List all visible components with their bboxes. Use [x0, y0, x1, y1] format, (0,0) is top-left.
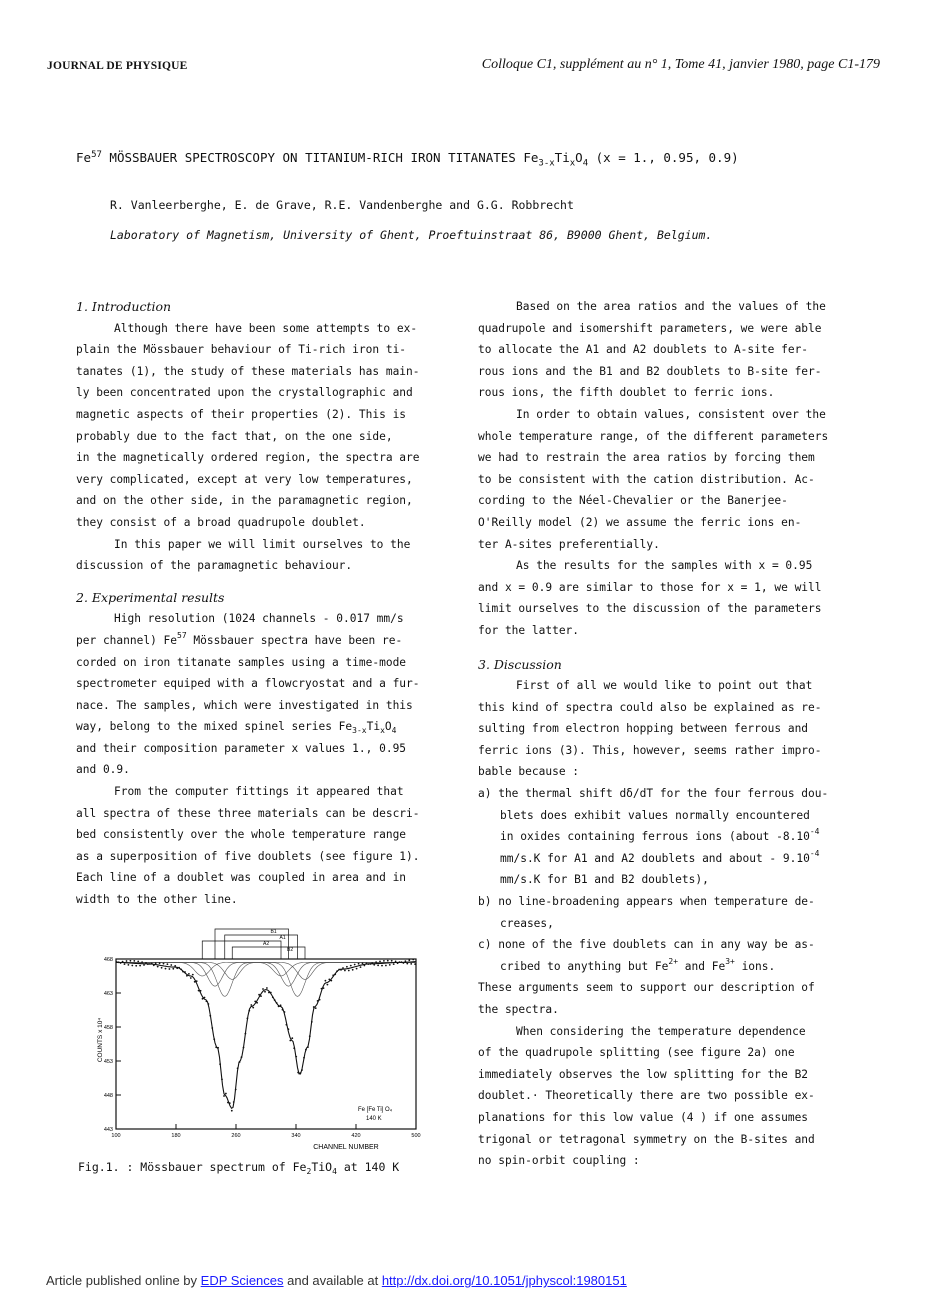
data-point: [194, 981, 196, 983]
data-point: [213, 1038, 215, 1040]
data-point: [406, 963, 408, 965]
text-line: bed consistently over the whole temperature range: [76, 828, 407, 842]
text-line: to be consistent with the cation distribution. Ac-: [478, 472, 815, 486]
data-point: [145, 962, 147, 964]
data-point: [262, 988, 264, 990]
y-axis-label: COUNTS x 10⁴: [97, 1017, 104, 1063]
data-point: [243, 1047, 245, 1049]
plot-frame: [116, 959, 416, 1129]
data-point: [128, 964, 130, 966]
samples-paragraph: [478, 555, 858, 641]
data-point: [126, 960, 128, 962]
data-point: [358, 963, 360, 965]
data-point: [219, 1063, 221, 1065]
data-point: [161, 967, 163, 969]
text-line: sulting from electron hopping between ferrous and: [478, 722, 809, 736]
data-point: [332, 974, 334, 976]
text-line: they consist of a broad quadrupole doublet.: [76, 515, 366, 529]
data-point: [414, 963, 416, 965]
data-point: [305, 1049, 307, 1051]
text-line: These arguments seem to support our description of: [478, 981, 815, 995]
data-point: [165, 968, 167, 970]
data-point: [141, 961, 143, 963]
text-line: and on the other side, in the paramagnetic region,: [76, 494, 413, 508]
text-line: In this paper we will limit ourselves to the: [114, 537, 411, 551]
text-line: Based on the area ratios and the values of the: [516, 300, 826, 313]
data-point: [375, 961, 377, 963]
data-point: [256, 1002, 258, 1004]
y-tick-label: 443: [103, 1127, 113, 1133]
consistency-paragraph: [478, 404, 858, 555]
data-point: [260, 995, 262, 997]
text-line: and 0.9.: [76, 763, 130, 777]
doublet-bracket: [232, 947, 305, 959]
text-line: bable because :: [478, 765, 580, 779]
data-point: [340, 969, 342, 971]
text-line: mm/s.K for B1 and B2 doublets),: [500, 873, 709, 887]
data-point: [284, 1011, 286, 1013]
section-heading-experimental: 2. Experimental results: [76, 589, 225, 605]
data-point: [301, 1069, 303, 1071]
text-line: O'Reilly model (2) we assume the ferric ions en-: [478, 515, 802, 529]
data-point: [239, 1061, 241, 1063]
text-line: and x = 0.9 are similar to those for x = 1, we will: [478, 580, 822, 594]
doublet-bracket: [215, 929, 289, 959]
data-point: [327, 984, 329, 986]
figure-1-mossbauer-spectrum: [96, 925, 436, 1155]
data-point: [149, 963, 151, 965]
data-point: [401, 961, 403, 963]
data-point: [227, 1102, 229, 1104]
data-point: [237, 1067, 239, 1069]
text-line: cribed to anything but $Fe^{2+}$ and $Fe^{3+}$ ions.: [500, 956, 776, 973]
data-point: [124, 963, 126, 965]
data-point: [379, 961, 381, 963]
data-point: [412, 959, 414, 961]
data-point: [202, 998, 204, 1000]
data-point: [288, 1028, 290, 1030]
y-tick-label: 468: [103, 957, 113, 963]
data-point: [184, 971, 186, 973]
data-point: [264, 991, 266, 993]
argument-list: [478, 783, 858, 977]
data-point: [118, 961, 120, 963]
data-point: [330, 980, 332, 982]
data-point: [247, 1018, 249, 1020]
text-line: nace. The samples, which were investigated in this: [76, 698, 413, 712]
list-item-b: b) no line-broadening appears when temperature de-: [478, 895, 815, 909]
data-point: [159, 962, 161, 964]
data-point: [258, 994, 260, 996]
data-point: [342, 967, 344, 969]
affiliation: Laboratory of Magnetism, University of Ghent, Proeftuinstraat 86, B9000 Ghent, Belgium.: [110, 228, 713, 242]
text-line: width to the other line.: [76, 893, 238, 907]
data-point: [366, 963, 368, 965]
text-line: rous ions, the fifth doublet to ferric ions.: [478, 386, 775, 400]
data-point: [338, 969, 340, 971]
data-point: [235, 1089, 237, 1091]
data-point: [229, 1102, 231, 1104]
data-point: [344, 970, 346, 972]
text-line: immediately observes the low splitting for the B2: [478, 1067, 809, 1081]
text-line: and their composition parameter x values 1., 0.95: [76, 741, 407, 755]
data-point: [383, 960, 385, 962]
data-point: [274, 999, 276, 1001]
data-point: [297, 1072, 299, 1074]
text-line: blets does exhibit values normally encountered: [500, 808, 810, 822]
text-line: magnetic aspects of their properties (2). This is: [76, 407, 407, 421]
data-point: [405, 960, 407, 962]
data-point: [272, 996, 274, 998]
x-tick-label: 420: [351, 1133, 361, 1139]
data-point: [403, 962, 405, 964]
data-point: [122, 961, 124, 963]
fitted-envelope-line: [116, 962, 416, 1109]
data-point: [130, 960, 132, 962]
list-item-c: c) none of the five doublets can in any way be as-: [478, 938, 815, 952]
footer-note: Article published online by EDP Sciences and available at http://dx.doi.org/10.1051/jphyscol:1980151: [46, 1273, 627, 1288]
data-point: [120, 962, 122, 964]
data-point: [198, 990, 200, 992]
data-point: [295, 1056, 297, 1058]
text-line: all spectra of these three materials can be descri-: [76, 806, 420, 820]
doublet-label: B2: [287, 947, 294, 953]
data-point: [395, 961, 397, 963]
data-point: [385, 965, 387, 967]
text-line: From the computer fittings it appeared that: [114, 785, 404, 799]
data-point: [291, 1037, 293, 1039]
data-point: [334, 973, 336, 975]
data-point: [270, 992, 272, 994]
data-point: [225, 1093, 227, 1095]
text-line: rous ions and the B1 and B2 doublets to B-site fer-: [478, 364, 822, 378]
data-point: [245, 1033, 247, 1035]
text-line: probably due to the fact that, on the one side,: [76, 429, 393, 443]
experimental-paragraph-2: [76, 781, 446, 911]
data-point: [282, 1009, 284, 1011]
data-point: [188, 973, 190, 975]
data-point: [289, 1040, 291, 1042]
y-axis-ticks: [104, 957, 121, 1133]
text-line: per channel) Fe$^{57}$ Mössbauer spectra have been re-: [76, 630, 403, 647]
sample-formula-annotation: Fe [Fe Ti] O₄: [358, 1107, 393, 1113]
data-point: [217, 1047, 219, 1049]
text-line: ter A-sites preferentially.: [478, 537, 660, 551]
data-point: [139, 965, 141, 967]
journal-name: JOURNAL DE PHYSIQUE: [47, 60, 188, 72]
data-point: [286, 1024, 288, 1026]
data-point: [157, 966, 159, 968]
data-point: [391, 960, 393, 962]
doi-link[interactable]: http://dx.doi.org/10.1051/jphyscol:1980151: [381, 1273, 627, 1288]
text-line: way, belong to the mixed spinel series $Fe_{3-x}Ti_xO_4$: [76, 720, 397, 736]
data-point: [268, 992, 270, 994]
data-point: [278, 1006, 280, 1008]
x-tick-label: 180: [171, 1133, 181, 1139]
data-point: [137, 961, 139, 963]
authors: R. Vanleerberghe, E. de Grave, R.E. Vandenberghe and G.G. Robbrecht: [110, 198, 574, 212]
data-points: [116, 959, 416, 1112]
conclusion-paragraph: [478, 977, 858, 1020]
x-tick-label: 500: [411, 1133, 421, 1139]
data-point: [408, 959, 410, 961]
text-line: corded on iron titanate samples using a time-mode: [76, 655, 407, 669]
text-line: mm/s.K for A1 and A2 doublets and about - $9.10^{-4}$: [500, 848, 820, 865]
data-point: [233, 1101, 235, 1103]
data-point: [206, 1000, 208, 1002]
data-point: [196, 980, 198, 982]
text-line: trigonal or tetragonal symmetry on the B-sites and: [478, 1132, 815, 1146]
text-line: discussion of the paramagnetic behaviour.: [76, 559, 353, 573]
data-point: [174, 965, 176, 967]
data-point: [167, 963, 169, 965]
data-point: [293, 1047, 295, 1049]
data-point: [209, 1015, 211, 1017]
data-point: [397, 962, 399, 964]
experimental-paragraph-1: [76, 608, 446, 781]
data-point: [373, 964, 375, 966]
data-point: [135, 965, 137, 967]
spectrum-chart: [96, 925, 436, 1155]
y-tick-label: 458: [103, 1025, 113, 1031]
data-point: [323, 987, 325, 989]
text-line: the spectra.: [478, 1003, 559, 1016]
data-point: [315, 1007, 317, 1009]
data-point: [190, 977, 192, 979]
data-point: [147, 963, 149, 965]
text-line: very complicated, except at very low temperatures,: [76, 472, 413, 486]
data-point: [319, 999, 321, 1001]
text-line: of the quadrupole splitting (see figure 2a) one: [478, 1046, 795, 1060]
data-point: [299, 1072, 301, 1074]
text-line: in the magnetically ordered region, the spectra are: [76, 451, 420, 465]
data-point: [186, 975, 188, 977]
data-point: [325, 980, 327, 982]
colloque-reference: Colloque C1, supplément au n° 1, Tome 41, janvier 1980, page C1-179: [481, 57, 880, 72]
data-point: [399, 961, 401, 963]
data-point: [178, 967, 180, 969]
section-heading-introduction: 1. Introduction: [76, 299, 172, 314]
data-point: [364, 965, 366, 967]
data-point: [350, 965, 352, 967]
data-point: [317, 1000, 319, 1002]
text-line: doublet.· Theoretically there are two possible ex-: [478, 1089, 815, 1103]
text-line: cording to the Néel-Chevalier or the Banerjee-: [478, 494, 788, 508]
data-point: [211, 1027, 213, 1029]
data-point: [307, 1046, 309, 1048]
text-line: In order to obtain values, consistent over the: [516, 407, 826, 421]
figure-caption: Fig.1. : Mössbauer spectrum of $Fe_2TiO_4$ at 140 K: [78, 1160, 400, 1176]
data-point: [389, 964, 391, 966]
text-line: to allocate the A1 and A2 doublets to A-site fer-: [478, 343, 809, 357]
text-line: tanates (1), the study of these materials has main-: [76, 364, 420, 378]
text-line: this kind of spectra could also be explained as re-: [478, 700, 822, 714]
data-point: [356, 968, 358, 970]
text-line: no spin-orbit coupling :: [478, 1154, 640, 1168]
data-point: [163, 963, 165, 965]
data-point: [321, 988, 323, 990]
data-point: [182, 971, 184, 973]
introduction-paragraph-1: [76, 318, 446, 534]
introduction-paragraph-2: [76, 534, 446, 577]
doublet-bracket: [202, 941, 281, 959]
data-point: [241, 1056, 243, 1058]
text-line: spectrometer equiped with a flowcryostat and a fur-: [76, 677, 420, 691]
right-column: [478, 296, 858, 1172]
publisher-link[interactable]: EDP Sciences: [200, 1273, 284, 1288]
data-point: [116, 961, 118, 963]
data-point: [309, 1035, 311, 1037]
text-line: we had to restrain the area ratios by forcing them: [478, 451, 815, 465]
data-point: [346, 966, 348, 968]
left-column: [76, 296, 446, 911]
text-line: plain the Mössbauer behaviour of Ti-rich iron ti-: [76, 343, 407, 357]
data-point: [200, 990, 202, 992]
quadrupole-paragraph: [478, 1021, 858, 1172]
y-tick-label: 448: [103, 1093, 113, 1099]
text-line: limit ourselves to the discussion of the parameters: [478, 602, 822, 616]
text-line: quadrupole and isomershift parameters, we were able: [478, 321, 822, 335]
text-line: creases,: [500, 916, 554, 930]
data-point: [153, 964, 155, 966]
doublet-label: B1: [270, 929, 277, 935]
section-heading-discussion: 3. Discussion: [478, 656, 562, 672]
data-point: [377, 965, 379, 967]
data-point: [151, 963, 153, 965]
data-point: [352, 969, 354, 971]
data-point: [276, 1002, 278, 1004]
doublet-position-brackets: [202, 929, 305, 959]
data-point: [172, 968, 174, 970]
data-point: [266, 987, 268, 989]
y-tick-label: 463: [103, 991, 113, 997]
text-line: for the latter.: [478, 623, 580, 637]
discussion-paragraph-1: [478, 675, 858, 783]
data-point: [143, 964, 145, 966]
data-point: [387, 960, 389, 962]
list-item-a: a) the thermal shift dδ/dT for the four ferrous dou-: [478, 787, 829, 801]
data-point: [254, 1001, 256, 1003]
text-line: in oxides containing ferrous ions (about $-8.10^{-4}$: [500, 827, 820, 844]
text-line: High resolution (1024 channels - 0.017 mm/s: [114, 612, 404, 626]
data-point: [336, 970, 338, 972]
data-point: [231, 1110, 233, 1112]
data-point: [204, 997, 206, 999]
data-point: [369, 963, 371, 965]
data-point: [311, 1021, 313, 1023]
text-line: ly been concentrated upon the crystallographic and: [76, 386, 413, 400]
data-point: [252, 1007, 254, 1009]
data-point: [362, 962, 364, 964]
data-point: [328, 979, 330, 981]
data-point: [381, 965, 383, 967]
data-point: [303, 1057, 305, 1059]
data-point: [155, 962, 157, 964]
data-point: [250, 1004, 252, 1006]
data-point: [348, 970, 350, 972]
x-tick-label: 340: [291, 1133, 301, 1139]
y-tick-label: 453: [103, 1059, 113, 1065]
text-line: First of all we would like to point out that: [516, 679, 813, 693]
doublet-label: A1: [279, 935, 286, 941]
text-line: planations for this low value (4 ) if one assumes: [478, 1110, 809, 1124]
x-tick-label: 100: [111, 1133, 121, 1139]
data-point: [176, 967, 178, 969]
text-line: Each line of a doublet was coupled in area and in: [76, 871, 407, 885]
data-point: [221, 1079, 223, 1081]
data-point: [354, 964, 356, 966]
text-line: Although there have been some attempts to ex-: [114, 321, 418, 335]
data-point: [170, 964, 172, 966]
doublet-label: A2: [263, 941, 270, 947]
data-point: [133, 960, 135, 962]
x-axis-label: CHANNEL NUMBER: [313, 1144, 379, 1151]
text-line: As the results for the samples with x = 0.95: [516, 559, 813, 573]
text-line: as a superposition of five doublets (see figure 1).: [76, 849, 420, 863]
data-point: [393, 963, 395, 965]
data-point: [131, 965, 133, 967]
data-point: [192, 974, 194, 976]
text-line: ferric ions (3). This, however, seems rather impro-: [478, 743, 822, 757]
data-point: [410, 963, 412, 965]
data-point: [360, 966, 362, 968]
data-point: [208, 1003, 210, 1005]
data-point: [180, 969, 182, 971]
text-line: When considering the temperature dependence: [516, 1024, 806, 1038]
data-point: [371, 962, 373, 964]
data-point: [313, 1006, 315, 1008]
paper-title: Fe$^{57}$ MÖSSBAUER SPECTROSCOPY ON TITANIUM-RICH IRON TITANATES $Fe_{3-x}Ti_xO_4$ (x = 1., 0.95, 0.9): [76, 150, 739, 169]
data-point: [223, 1095, 225, 1097]
data-point: [367, 963, 369, 965]
text-line: whole temperature range, of the different parameters: [478, 429, 829, 443]
x-axis-ticks: [111, 1124, 420, 1139]
data-point: [215, 1046, 217, 1048]
allocation-paragraph: [478, 296, 858, 404]
data-point: [280, 1004, 282, 1006]
x-tick-label: 260: [231, 1133, 241, 1139]
data-point: [248, 1010, 250, 1012]
data-point: [169, 968, 171, 970]
temperature-annotation: 140 K: [366, 1116, 382, 1122]
